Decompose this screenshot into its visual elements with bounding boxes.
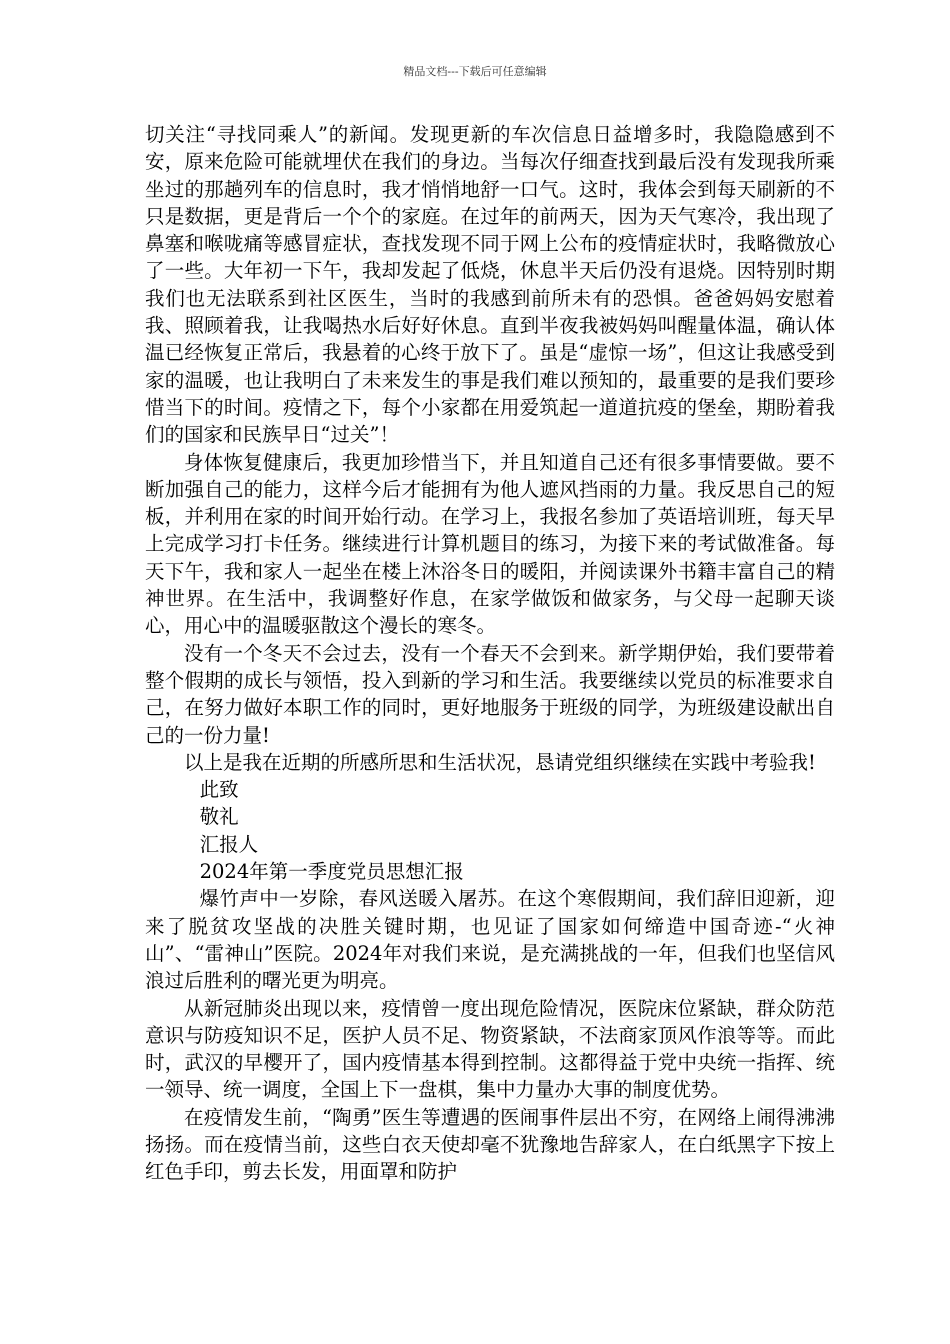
closing-line-3: 汇报人 [199,832,259,856]
document-body [145,121,835,1186]
paragraph-3: 没有一个冬天不会过去，没有一个春天不会到来。新学期伊始，我们要带着整个假期的成长与领悟，投入到新的学习和生活。我要继续以党员的标准要求自己，在努力做好本职工作的同时，更好地服务于班级的同学，为班级建设献出自己的一份力量! [145,641,835,747]
paragraph-7: 在疫情发生前，“陶勇”医生等遭遇的医闹事件层出不穷，在网络上闹得沸沸扬扬。而在疫情当前，这些白衣天使却毫不犹豫地告辞家人，在白纸黑字下按上红色手印，剪去长发，用面罩和防护 [145,1105,835,1184]
paragraph-5: 爆竹声中一岁除，春风送暖入屠苏。在这个寒假期间，我们辞旧迎新，迎来了脱贫攻坚战的决胜关键时期，也见证了国家如何缔造中国奇迹-“火神山”、“雷神山”医院。2024年对我们来说，是充满挑战的一年，但我们也坚信风浪过后胜利的曙光更为明亮。 [145,887,835,993]
document-title: 2024年第一季度党员思想汇报 [199,860,464,884]
closing-line-2: 敬礼 [199,805,239,829]
paragraph-2: 身体恢复健康后，我更加珍惜当下，并且知道自己还有很多事情要做。要不断加强自己的能力，这样今后才能拥有为他人遮风挡雨的力量。我反思自己的短板，并利用在家的时间开始行动。在学习上，我报名参加了英语培训班，每天早上完成学习打卡任务。继续进行计算机题目的练习，为接下来的考试做准备。每天下午，我和家人一起坐在楼上沐浴冬日的暖阳，并阅读课外书籍丰富自己的精神世界。在生活中，我调整好作息，在家学做饭和做家务，与父母一起聊天谈心，用心中的温暖驱散这个漫长的寒冬。 [145,450,835,638]
paragraph-6: 从新冠肺炎出现以来，疫情曾一度出现危险情况，医院床位紧缺，群众防范意识与防疫知识不足，医护人员不足、物资紧缺，不法商家顶风作浪等等。而此时，武汉的早樱开了，国内疫情基本得到控制。这都得益于党中央统一指挥、统一领导、统一调度，全国上下一盘棋，集中力量办大事的制度优势。 [145,996,835,1102]
page-header: 精品文档---下载后可任意编辑 [403,65,547,78]
paragraph-1: 切关注“寻找同乘人”的新闻。发现更新的车次信息日益增多时，我隐隐感到不安，原来危险可能就埋伏在我们的身边。当每次仔细查找到最后没有发现我所乘坐过的那趟列车的信息时，我才悄悄地舒一口气。这时，我体会到每天刷新的不只是数据，更是背后一个个的家庭。在过年的前两天，因为天气寒冷，我出现了鼻塞和喉咙痛等感冒症状，查找发现不同于网上公布的疫情症状时，我略微放心了一些。大年初一下午，我却发起了低烧，休息半天后仍没有退烧。因特别时期我们也无法联系到社区医生，当时的我感到前所未有的恐惧。爸爸妈妈安慰着我、照顾着我，让我喝热水后好好休息。直到半夜我被妈妈叫醒量体温，确认体温已经恢复正常后，我悬着的心终于放下了。虽是“虚惊一场”，但这让我感受到家的温暖，也让我明白了未来发生的事是我们难以预知的，最重要的是我们要珍惜当下的时间。疫情之下，每个小家都在用爱筑起一道道抗疫的堡垒，期盼着我们的国家和民族早日“过关”！ [145,123,835,447]
paragraph-4: 以上是我在近期的所感所思和生活状况，恳请党组织继续在实践中考验我! [184,750,816,774]
closing-line-1: 此致 [199,778,239,802]
